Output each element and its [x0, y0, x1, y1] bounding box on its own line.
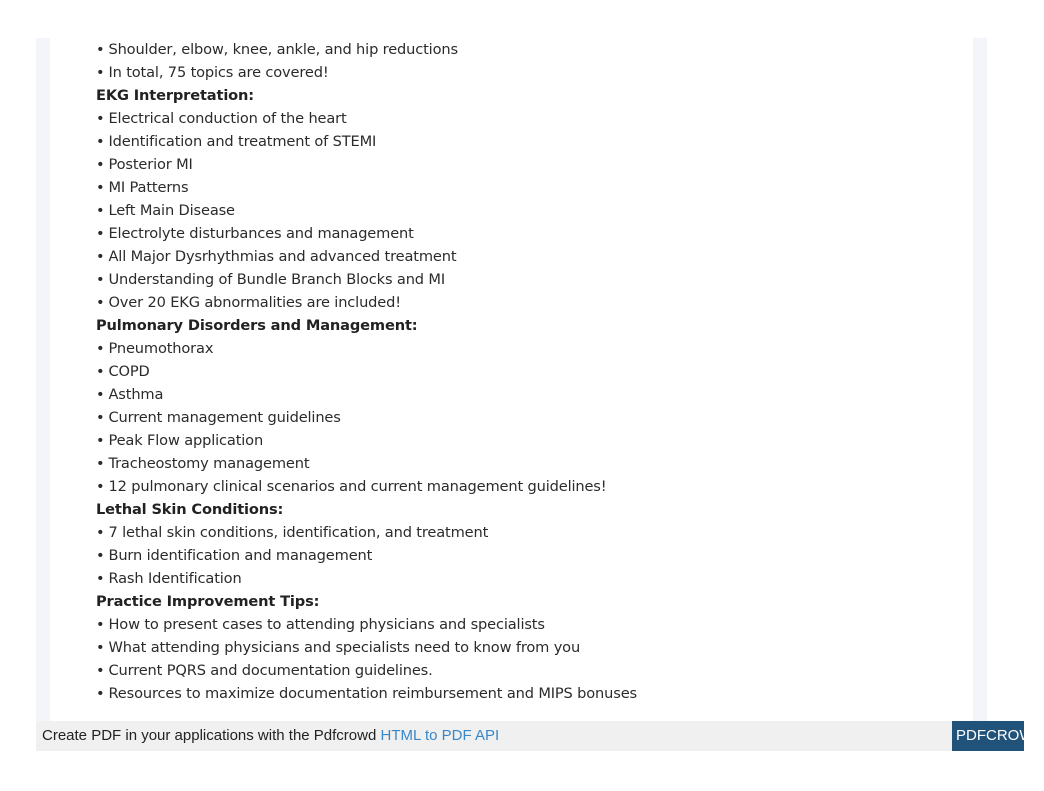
pdfcrowd-footer	[36, 721, 952, 751]
list-item	[96, 360, 637, 383]
list-item	[96, 61, 637, 84]
bullet-icon: •	[96, 110, 105, 127]
list-item-text: How to present cases to attending physicians and specialists	[108, 616, 545, 633]
bullet-icon: •	[96, 432, 105, 449]
list-item-text: Pneumothorax	[108, 340, 214, 357]
list-item-text: Asthma	[108, 386, 164, 403]
list-item	[96, 245, 637, 268]
list-item	[96, 406, 637, 429]
bullet-icon: •	[96, 271, 105, 288]
bullet-icon: •	[96, 248, 105, 265]
bullet-icon: •	[96, 570, 105, 587]
topic-list	[96, 38, 637, 705]
bullet-icon: •	[96, 340, 105, 357]
list-item-text: Left Main Disease	[108, 202, 235, 219]
list-item	[96, 682, 637, 705]
list-item-text: 12 pulmonary clinical scenarios and current management guidelines!	[108, 478, 607, 495]
list-item	[96, 567, 637, 590]
bullet-icon: •	[96, 156, 105, 173]
list-item	[96, 383, 637, 406]
section-heading-text: Lethal Skin Conditions:	[96, 501, 284, 518]
footer-text: Create PDF in your applications with the Pdfcrowd	[42, 727, 381, 744]
pdfcrowd-brand-badge[interactable]: PDFCROWD	[952, 721, 1024, 751]
bullet-icon: •	[96, 64, 105, 81]
list-item	[96, 452, 637, 475]
section-heading-text: Practice Improvement Tips:	[96, 593, 320, 610]
content-frame	[36, 38, 987, 721]
list-item-text: COPD	[108, 363, 150, 380]
list-item	[96, 544, 637, 567]
list-item	[96, 268, 637, 291]
list-item-text: Electrolyte disturbances and management	[108, 225, 414, 242]
bullet-icon: •	[96, 202, 105, 219]
section-heading	[96, 590, 637, 613]
list-item	[96, 521, 637, 544]
list-item-text: In total, 75 topics are covered!	[108, 64, 329, 81]
list-item	[96, 659, 637, 682]
list-item-text: All Major Dysrhythmias and advanced treatment	[108, 248, 457, 265]
list-item	[96, 475, 637, 498]
list-item-text: Current PQRS and documentation guidelines.	[108, 662, 433, 679]
list-item-text: 7 lethal skin conditions, identification, and treatment	[108, 524, 489, 541]
list-item-text: Tracheostomy management	[108, 455, 310, 472]
bullet-icon: •	[96, 547, 105, 564]
bullet-icon: •	[96, 478, 105, 495]
bullet-icon: •	[96, 409, 105, 426]
list-item	[96, 291, 637, 314]
bullet-icon: •	[96, 616, 105, 633]
list-item-text: Posterior MI	[108, 156, 193, 173]
list-item-text: Shoulder, elbow, knee, ankle, and hip reductions	[108, 41, 458, 58]
list-item-text: Rash Identification	[108, 570, 242, 587]
list-item-text: What attending physicians and specialists need to know from you	[108, 639, 581, 656]
bullet-icon: •	[96, 386, 105, 403]
list-item-text: Electrical conduction of the heart	[108, 110, 347, 127]
list-item	[96, 613, 637, 636]
bullet-icon: •	[96, 662, 105, 679]
list-item	[96, 337, 637, 360]
bullet-icon: •	[96, 294, 105, 311]
html-to-pdf-api-link[interactable]: HTML to PDF API	[380, 727, 500, 744]
content-area	[50, 38, 973, 721]
bullet-icon: •	[96, 41, 105, 58]
list-item	[96, 176, 637, 199]
section-heading	[96, 498, 637, 521]
bullet-icon: •	[96, 455, 105, 472]
list-item-text: Peak Flow application	[108, 432, 264, 449]
list-item	[96, 429, 637, 452]
section-heading	[96, 314, 637, 337]
list-item	[96, 222, 637, 245]
section-heading-text: EKG Interpretation:	[96, 87, 254, 104]
list-item	[96, 107, 637, 130]
list-item-text: Burn identification and management	[108, 547, 373, 564]
bullet-icon: •	[96, 524, 105, 541]
section-heading	[96, 84, 637, 107]
list-item-text: Resources to maximize documentation reimbursement and MIPS bonuses	[108, 685, 637, 702]
list-item	[96, 38, 637, 61]
list-item	[96, 153, 637, 176]
list-item-text: Understanding of Bundle Branch Blocks and MI	[108, 271, 446, 288]
list-item-text: MI Patterns	[108, 179, 189, 196]
bullet-icon: •	[96, 363, 105, 380]
list-item-text: Identification and treatment of STEMI	[108, 133, 377, 150]
section-heading-text: Pulmonary Disorders and Management:	[96, 317, 418, 334]
list-item-text: Current management guidelines	[108, 409, 341, 426]
list-item	[96, 636, 637, 659]
bullet-icon: •	[96, 685, 105, 702]
bullet-icon: •	[96, 639, 105, 656]
bullet-icon: •	[96, 225, 105, 242]
bullet-icon: •	[96, 133, 105, 150]
list-item-text: Over 20 EKG abnormalities are included!	[108, 294, 401, 311]
list-item	[96, 130, 637, 153]
bullet-icon: •	[96, 179, 105, 196]
list-item	[96, 199, 637, 222]
